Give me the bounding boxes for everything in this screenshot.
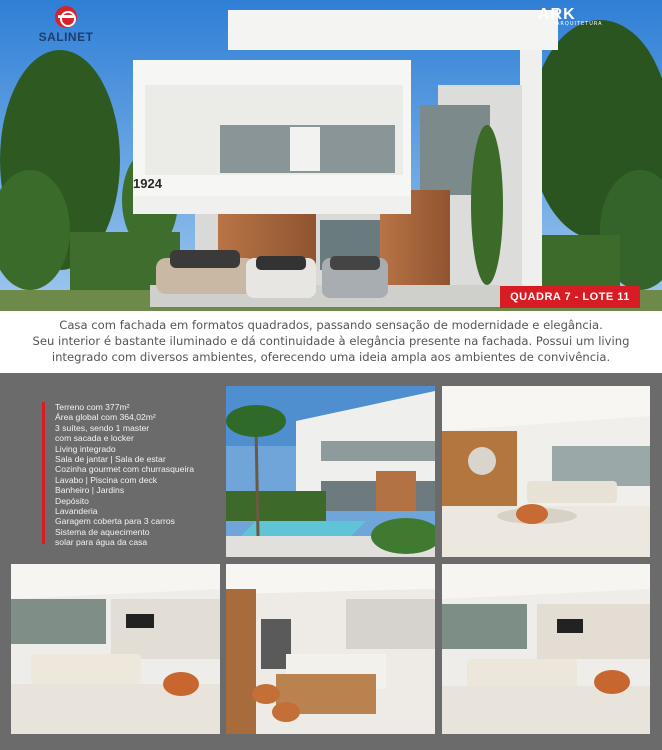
feature-item: com sacada e locker bbox=[55, 433, 134, 444]
kitchen-render bbox=[226, 564, 435, 734]
feature-item: Banheiro | Jardins bbox=[55, 485, 125, 496]
feature-item: Lavanderia bbox=[55, 506, 98, 517]
house-facade-render bbox=[0, 0, 662, 311]
description bbox=[0, 311, 662, 373]
architect-tagline: ARQUITETURA bbox=[556, 21, 603, 27]
salinet-logo-icon bbox=[55, 6, 77, 28]
features-list bbox=[42, 402, 222, 548]
architect-name: ARK bbox=[538, 6, 576, 23]
lot-badge: QUADRA 7 - LOTE 11 bbox=[500, 286, 640, 308]
description-line: integrado com diversos ambientes, oferecendo uma ideia ampla aos ambientes de convivência. bbox=[51, 350, 611, 364]
feature-item: Área global com 364,02m² bbox=[55, 412, 156, 423]
description-line: Seu interior é bastante iluminado e dá continuidade à elegância presente na fachada. Possui um living bbox=[32, 334, 630, 348]
ark-logo bbox=[538, 6, 618, 27]
house-number: 1924 bbox=[133, 176, 162, 191]
feature-item: Terreno com 377m² bbox=[55, 402, 130, 412]
feature-item: Living integrado bbox=[55, 443, 116, 454]
feature-item: solar para água da casa bbox=[55, 537, 148, 548]
feature-item: Cozinha gourmet com churrasqueira bbox=[55, 464, 194, 475]
pool-render bbox=[226, 386, 435, 557]
brand-name: SALINET bbox=[38, 30, 94, 44]
description-line: Casa com fachada em formatos quadrados, passando sensação de modernidade e elegância. bbox=[59, 318, 603, 332]
feature-item: Sala de jantar | Sala de estar bbox=[55, 454, 166, 465]
salinet-logo bbox=[34, 6, 98, 44]
hero-render bbox=[0, 0, 662, 311]
lounge-render bbox=[442, 564, 650, 734]
feature-item: Lavabo | Piscina com deck bbox=[55, 474, 158, 485]
feature-item: Depósito bbox=[55, 495, 89, 506]
feature-item: 3 suítes, sendo 1 master bbox=[55, 422, 150, 433]
feature-item: Sistema de aquecimento bbox=[55, 526, 150, 537]
feature-item: Garagem coberta para 3 carros bbox=[55, 516, 175, 527]
tv-room-render bbox=[11, 564, 220, 734]
living-room-render bbox=[442, 386, 650, 557]
